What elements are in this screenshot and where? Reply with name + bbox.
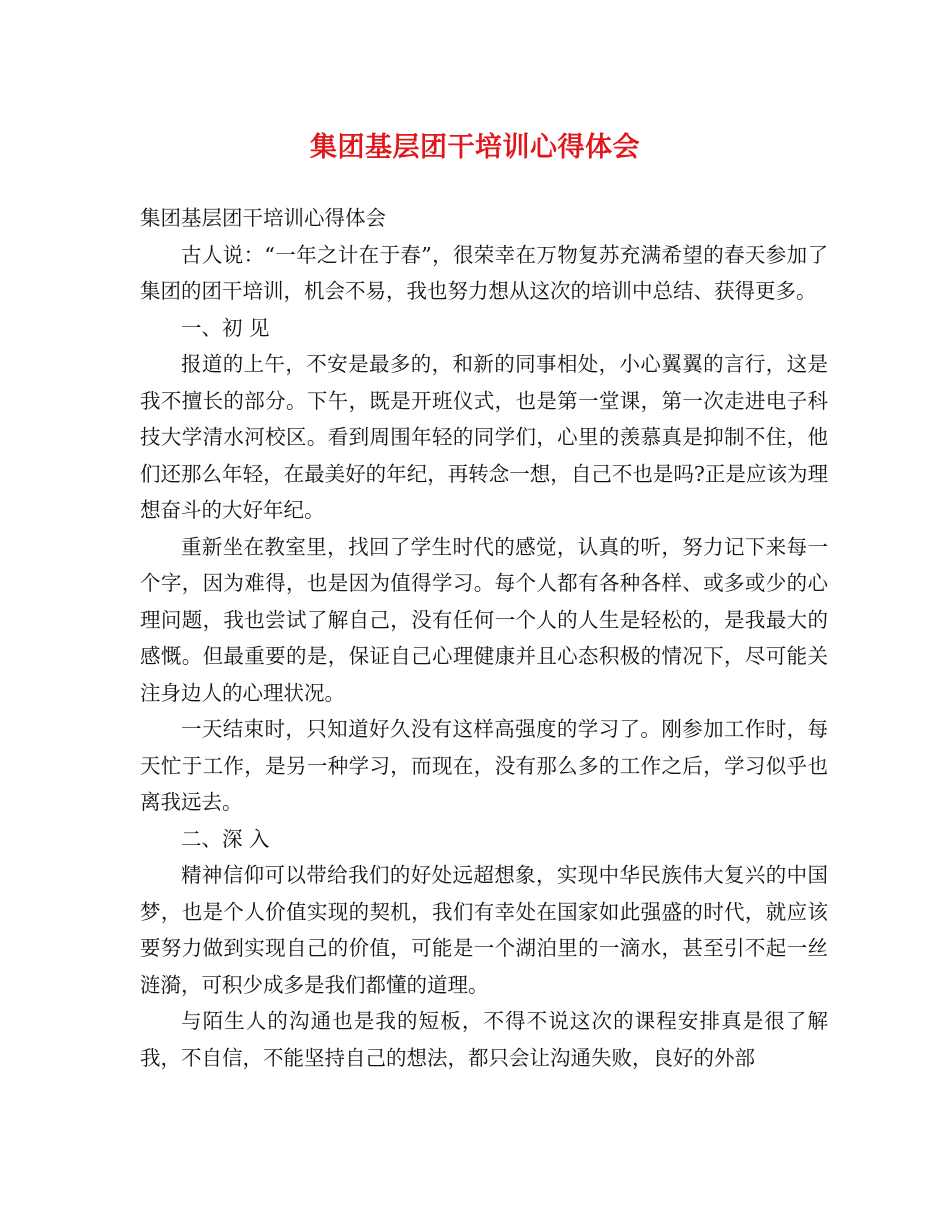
- paragraph-intro: 古人说：“一年之计在于春”，很荣幸在万物复苏充满希望的春天参加了集团的团干培训，机会不易，我也努力想从这次的培训中总结、获得更多。: [140, 242, 828, 303]
- paragraph: 与陌生人的沟通也是我的短板，不得不说这次的课程安排真是很了解我，不自信，不能坚持自己的想法，都只会让沟通失败，良好的外部: [140, 1009, 828, 1070]
- section-heading-going-deeper: 二、深 入: [181, 826, 270, 851]
- paragraph: 精神信仰可以带给我们的好处远超想象，实现中华民族伟大复兴的中国梦，也是个人价值实现的契机，我们有幸处在国家如此强盛的时代，就应该要努力做到实现自己的价值，可能是一个湖泊里的一滴水，甚至引不起一丝涟漪，可积少成多是我们都懂的道理。: [140, 863, 828, 997]
- paragraph: 一天结束时，只知道好久没有这样高强度的学习了。刚参加工作时，每天忙于工作，是另一种学习，而现在，没有那么多的工作之后，学习似乎也离我远去。: [140, 717, 828, 814]
- paragraph: 报道的上午，不安是最多的，和新的同事相处，小心翼翼的言行，这是我不擅长的部分。下午，既是开班仪式，也是第一堂课，第一次走进电子科技大学清水河校区。看到周围年轻的同学们，心里的羡慕真是抑制不住，他们还那么年轻，在最美好的年纪，再转念一想，自己不也是吗?正是应该为理想奋斗的大好年纪。: [140, 352, 828, 522]
- document-title: 集团基层团干培训心得体会: [310, 132, 640, 163]
- paragraph-subtitle: 集团基层团干培训心得体会: [140, 206, 386, 230]
- section-heading-first-meeting: 一、初 见: [181, 315, 270, 340]
- document-body: [140, 200, 828, 1076]
- paragraph: 重新坐在教室里，找回了学生时代的感觉，认真的听，努力记下来每一个字，因为难得，也是因为值得学习。每个人都有各种各样、或多或少的心理问题，我也尝试了解自己，没有任何一个人的人生是轻松的，是我最大的感慨。但最重要的是，保证自己心理健康并且心态积极的情况下，尽可能关注身边人的心理状况。: [140, 534, 828, 705]
